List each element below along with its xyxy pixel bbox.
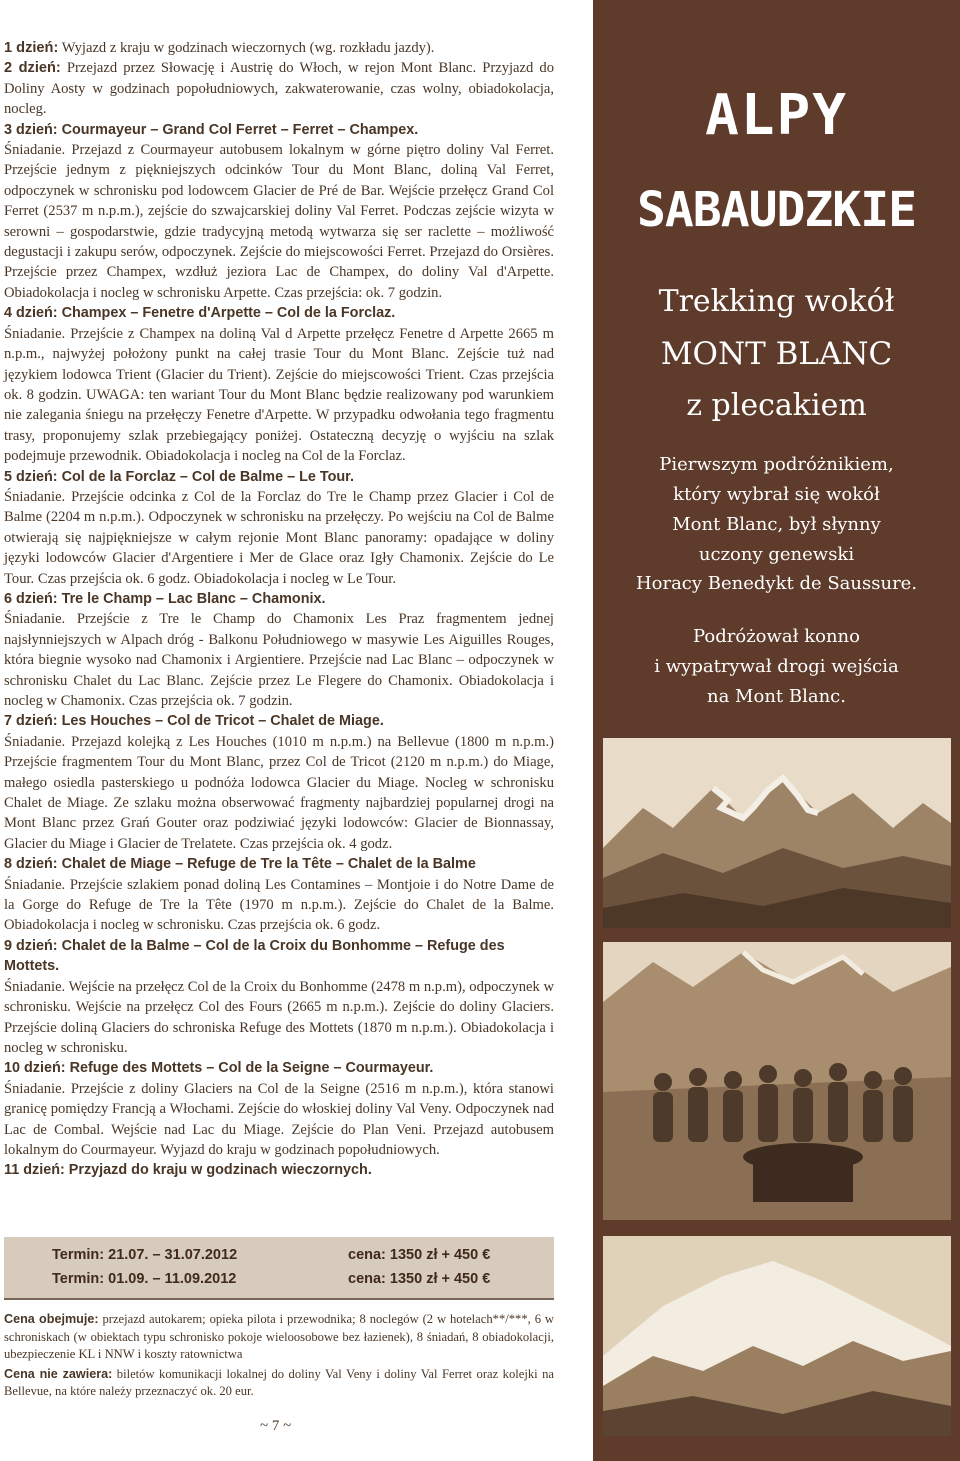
day-4 <box>4 303 554 466</box>
subtitle-line: z plecakiem <box>686 388 867 423</box>
day-6 <box>4 589 554 711</box>
itinerary-day-1: 1 dzień: Wyjazd z kraju w godzinach wieczornych (wg. rozkładu jazdy). <box>4 40 435 56</box>
day-title: 3 dzień: Courmayeur – Grand Col Ferret – Ferret – Champex. <box>4 121 419 138</box>
day-title: 7 dzień: Les Houches – Col de Tricot – Chalet de Miage. <box>4 713 384 730</box>
intro2-line: i wypatrywał drogi wejścia <box>654 656 899 677</box>
day-title: 9 dzień: Chalet de la Balme – Col de la Croix du Bonhomme – Refuge des Mottets. <box>4 937 505 975</box>
divider <box>4 1298 554 1300</box>
date-row <box>52 1271 491 1287</box>
date-row <box>52 1247 491 1263</box>
term-price: cena: 1350 zł + 450 € <box>348 1247 491 1263</box>
day-10 <box>4 1058 554 1160</box>
intro-line: Pierwszym podróżnikiem, <box>659 454 894 475</box>
price-excludes: Cena nie zawiera: biletów komunikacji lokalnej do doliny Val Veny i doliny Val Ferret oraz kolejki na Bellevue, na które należy przeznaczyć ok. 20 eur. <box>4 1366 554 1398</box>
day-3 <box>4 120 554 304</box>
day-11 <box>4 1160 554 1180</box>
day-body: Śniadanie. Przejście z doliny Glaciers na Col de la Seigne (2516 m n.p.m.), która stanowi granicę pomiędzy Francją a Włochami. Zejście do włoskiej doliny Val Veny. Odpoczynek nad Lac de Combal. Wejście nad Lac du Miage. Zejście do Plan Veni. Przejazd autobusem lokalnym do Courmayeur. Wyjazd do kraju w godzinach popołudniowych. <box>4 1080 554 1158</box>
day-body: Śniadanie. Przejście z Tre le Champ do Chamonix Les Praz fragmentem jednej najsłynniejszych w Alpach dróg - Balkonu Południowego w masywie Les Aiguilles Rouges, która biegnie wysoko nad Chamonix i Argientiere. Przejście nad Lac Blanc – odpoczynek w schronisku Chalet du Lac Blanc. Zejście przez Le Flegere do Chamonix. Obiadokolacja i nocleg w Chamonix. Czas przejścia ok. 7 godzin. <box>4 611 554 709</box>
day-title: 4 dzień: Champex – Fenetre d'Arpette – Col de la Forclaz. <box>4 305 396 322</box>
sidebar-title-sabaudzkie: SABAUDZKIE <box>637 182 916 238</box>
intro-line: Mont Blanc, był słynny <box>672 514 881 535</box>
intro-line: uczony genewski <box>698 544 855 565</box>
day-title: 11 dzień: Przyjazd do kraju w godzinach wieczornych. <box>4 1162 372 1179</box>
day-title: 6 dzień: Tre le Champ – Lac Blanc – Chamonix. <box>4 590 326 607</box>
intro2-line: na Mont Blanc. <box>707 686 846 707</box>
day-body: Śniadanie. Przejście szlakiem ponad doliną Les Contamines – Montjoie i do Notre Dame de la Gorge do Refuge de Tre la Tête (1970 m n.p.m.). Zejście do Chalet de la Balme. Obiadokolacja i nocleg w schronisku. Czas przejścia ok. 6 godz. <box>4 876 554 934</box>
day-8 <box>4 854 554 936</box>
itinerary-column <box>4 38 554 1181</box>
itinerary-day-2: 2 dzień: Przejazd przez Słowację i Austrię do Włoch, w rejon Mont Blanc. Przyjazd do Doliny Aosty w godzinach popołudniowych, zakwaterowanie, czas wolny, obiadokolacja, nocleg. <box>4 60 554 118</box>
page-number: ~ 7 ~ <box>260 1418 292 1434</box>
term-dates: Termin: 21.07. – 31.07.2012 <box>52 1247 238 1263</box>
price-info <box>4 1311 554 1403</box>
term-price: cena: 1350 zł + 450 € <box>348 1271 491 1287</box>
intro-line: który wybrał się wokół <box>673 484 880 505</box>
day-title: 5 dzień: Col de la Forclaz – Col de Balme – Le Tour. <box>4 468 354 485</box>
intro-line: Horacy Benedykt de Saussure. <box>635 573 918 594</box>
day-title: 8 dzień: Chalet de Miage – Refuge de Tre la Tête – Chalet de la Balme <box>4 856 476 873</box>
photo-mountain-range <box>603 738 951 928</box>
day-7 <box>4 711 554 854</box>
photo-trekking-group <box>603 942 951 1220</box>
day-body: Śniadanie. Przejazd kolejką z Les Houches (1010 m n.p.m.) na Bellevue (1800 m n.p.m.) Przejście fragmentem Tour du Mont Blanc, przez Col de Tricot (2120 m n.p.m.) do Miage, małego osiedla pasterskiego u podnóża lodowca Glacier du Miage. Nocleg w schronisku Chalet de Miage. Ze szlaku można obserwować fragmenty najbardziej popularnej drogi na Mont Blanc przez Grań Gouter oraz podziwiać języki lodowców: Glacier de Bionnassay, Glacier du Miage i Glacier de Trelatete. Czas przejścia ok. 4 godz. <box>4 733 554 852</box>
day-body: Śniadanie. Przejście odcinka z Col de la Forclaz do Tre le Champ przez Glacier i Col de Balme (2204 m n.p.m.). Odpoczynek w schronisku na przełęczy. Po wejściu na Col de Balme otwierają się najpiękniejsze w całym rejonie Mont Blanc panoramy: opadające w doliny języki lodowców Glacier d'Argentiere i Mer de Glace oraz Igły Chamonix. Zejście do Le Tour. Czas przejścia ok. 6 godz. Obiadokolacja i nocleg w Le Tour. <box>4 488 554 587</box>
day-body: Śniadanie. Przejazd z Courmayeur autobusem lokalnym w górne piętro doliny Val Ferret. Przejście jednym z piękniejszych odcinków Tour du Mont Blanc, doliną Val Ferret, odpoczynek w schronisku pod lodowcem Glacier de Pré de Bar. Wejście przełęcz Grand Col Ferret (2537 m n.p.m.), zejście do szwajcarskiej doliny Val Ferret. Podczas zejście wizyta w serowni – gospodarstwie, gdzie tradycyjną metodą wytwarza się ser raclette – możliwość degustacji i zakupu serów, odpoczynek. Zejście do miejscowości Ferret. Przejazd do Orsières. Przejście przez Champex, wzdłuż jeziora Lac de Champex, do doliny Val d'Arpette. Obiadokolacja i nocleg w schronisku Arpette. Czas przejścia: ok. 7 godzin. <box>4 142 554 301</box>
subtitle-line: Trekking wokół <box>658 284 895 319</box>
price-includes: Cena obejmuje: przejazd autokarem; opieka pilota i przewodnika; 8 noclegów (2 w hotelach**/***, 6 w schroniskach (w obiektach typu schronisko pokoje wieloosobowe bez łazienek), 8 śniadań, 8 obiadokolacji, ubezpieczenie KL i NNW i koszty ratownictwa <box>4 1312 554 1361</box>
day-9 <box>4 936 554 1058</box>
day-5 <box>4 467 554 589</box>
sidebar-title-alpy: ALPY <box>705 83 848 148</box>
day-title: 10 dzień: Refuge des Mottets – Col de la Seigne – Courmayeur. <box>4 1060 434 1077</box>
intro2-line: Podróżował konno <box>693 626 860 647</box>
dates-box <box>4 1237 554 1298</box>
day-body: Śniadanie. Wejście na przełęcz Col de la Croix du Bonhomme (2478 m n.p.m), odpoczynek w schronisku. Wejście na przełęcz Col des Fours (2665 m n.p.m.). Zejście do doliny Glaciers. Przejście doliną Glaciers do schroniska Refuge des Mottets (1870 m n.p.m.). Obiadokolacja i nocleg w schronisku. <box>4 978 554 1056</box>
subtitle-line: MONT BLANC <box>660 336 893 372</box>
day-body: Śniadanie. Przejście z Champex na doliną Val d Arpette przełęcz Fenetre d Arpette 2665 m n.p.m., najwyżej położony punkt na całej trasie Tour du Mont Blanc. Zejście tuż nad językiem lodowca Trient (Glacier du Trient). Zejście do miejscowości Trient. Czas przejścia ok. 8 godzin. UWAGA: ten wariant Tour du Mont Blanc będzie realizowany pod warunkiem nie zalegania śniegu na przełęczy Fenetre d'Arpette. W przypadku odwołania tego fragmentu trasy, proponujemy szlak przebiegający poniżej. Ostateczną decyzję o wyjściu na szlak podejmuje przewodnik. Obiadokolacja i nocleg na Col de la Forclaz. <box>4 325 554 465</box>
term-dates: Termin: 01.09. – 11.09.2012 <box>52 1271 237 1287</box>
photo-mont-blanc <box>603 1236 951 1436</box>
